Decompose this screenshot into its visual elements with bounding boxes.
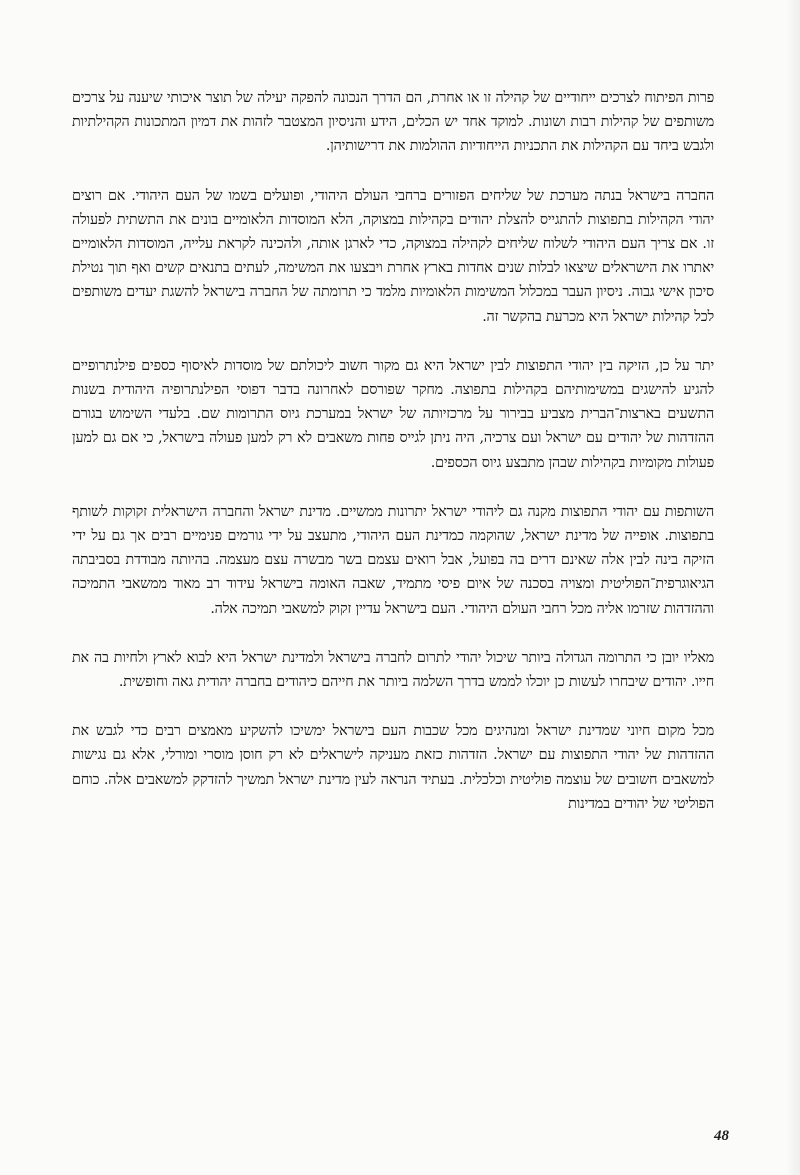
paragraph: מכל מקום חיוני שמדינת ישראל ומנהיגים מכל שכבות העם בישראל ימשיכו להשקיע מאמצים רבים כדי לגבש את ההזדהות של יהודי התפוצות עם ישראל. הזדהות כזאת מעניקה לישראלים לא רק חוסן מוסרי ומורלי, אלא גם נגישות למשאבים חשובים של עוצמה פוליטית וכלכלית. בעתיד הנראה לעין מדינת ישראל תמשיך להזדקק למשאבים אלה. כוחם הפוליטי של יהודים במדינות (72, 723, 714, 812)
page-number: 48 (714, 1128, 729, 1144)
paragraph: יתר על כן, הזיקה בין יהודי התפוצות לבין ישראל היא גם מקור חשוב ליכולתם של מוסדות לאיסוף כספים פילנתרופיים להגיע להישגים במשימותיהם בקהילות בתפוצה. מחקר שפורסם לאחרונה בדבר דפוסי הפילנתרופיה היהודית בשנות התשעים בארצות־הברית מצביע בבירור על מרכזיותה של ישראל במערכת גיוס התרומות שם. בלעדי השימוש בגורם ההזדהות של יהודים עם ישראל ועם צרכיה, היה ניתן לגייס פחות משאבים לא רק למען פעולה בישראל, כי אם גם למען פעולות מקומיות בקהילות שבהן מתבצע גיוס הכספים. (72, 357, 714, 471)
paragraph: פרות הפיתוח לצרכים ייחודיים של קהילה זו או אחרת, הם הדרך הנכונה להפקה יעילה של תוצר איכותי שיענה על צרכים משותפים של קהילות רבות ושונות. למוקד אחד יש הכלים, הידע והניסיון המצטבר לזהות את דמיון המתכונות הקהילתיות ולגבש ביחד עם הקהילות את התכניות הייחודיות ההולמות את דרישותיהן. (72, 90, 714, 155)
paragraph: החברה בישראל בנתה מערכת של שליחים הפזורים ברחבי העולם היהודי, ופועלים בשמו של העם היהודי. אם רוצים יהודי הקהילות בתפוצות להתגייס להצלת יהודים בקהילות במצוקה, הלא המוסדות הלאומיים בונים את התשתית לפעולה זו. אם צריך העם היהודי לשלוח שליחים לקהילה במצוקה, כדי לארגן אותה, ולהכינה לקראת עלייה, המוסדות הלאומיים יאתרו את הישראלים שיצאו לבלות שנים אחדות בארץ אחרת ויבצעו את המשימה, לעתים בתנאים קשים ואף תוך נטילת סיכון אישי גבוה. ניסיון העבר במכלול המשימות הלאומיות מלמד כי תרומתה של החברה בישראל להשגת יעדים משותפים לכל קהילות ישראל היא מכרעת בהקשר זה. (72, 187, 714, 325)
paragraph: השותפות עם יהודי התפוצות מקנה גם ליהודי ישראל יתרונות ממשיים. מדינת ישראל והחברה הישראלית זקוקות לשותף בתפוצות. אופייה של מדינת ישראל, שהוקמה כמדינת העם היהודי, מתעצב על ידי גורמים פנימיים רבים אך גם על ידי הזיקה בינה לבין אלה שאינם דרים בה בפועל, אבל רואים עצמם בשר מבשרה עצם מעצמה. בהיותה מבודדת בסביבתה הגיאוגרפית־הפוליטית ומצויה בסכנה של איום פיסי מתמיד, שאבה האומה בישראל עידוד רב מאוד ממשאבי התמיכה וההזדהות שזרמו אליה מכל רחבי העולם היהודי. העם בישראל עדיין זקוק למשאבי תמיכה אלה. (72, 503, 714, 617)
page-edge-shadow (786, 0, 800, 1175)
text-column (72, 86, 714, 841)
paragraph: מאליו יובן כי התרומה הגדולה ביותר שיכול יהודי לתרום לחברה בישראל ולמדינת ישראל היא לבוא לארץ ולחיות בה את חייו. יהודים שיבחרו לעשות כן יוכלו לממש בדרך השלמה ביותר את חייהם כיהודים בחברה יהודית גאה וחופשית. (72, 649, 714, 691)
